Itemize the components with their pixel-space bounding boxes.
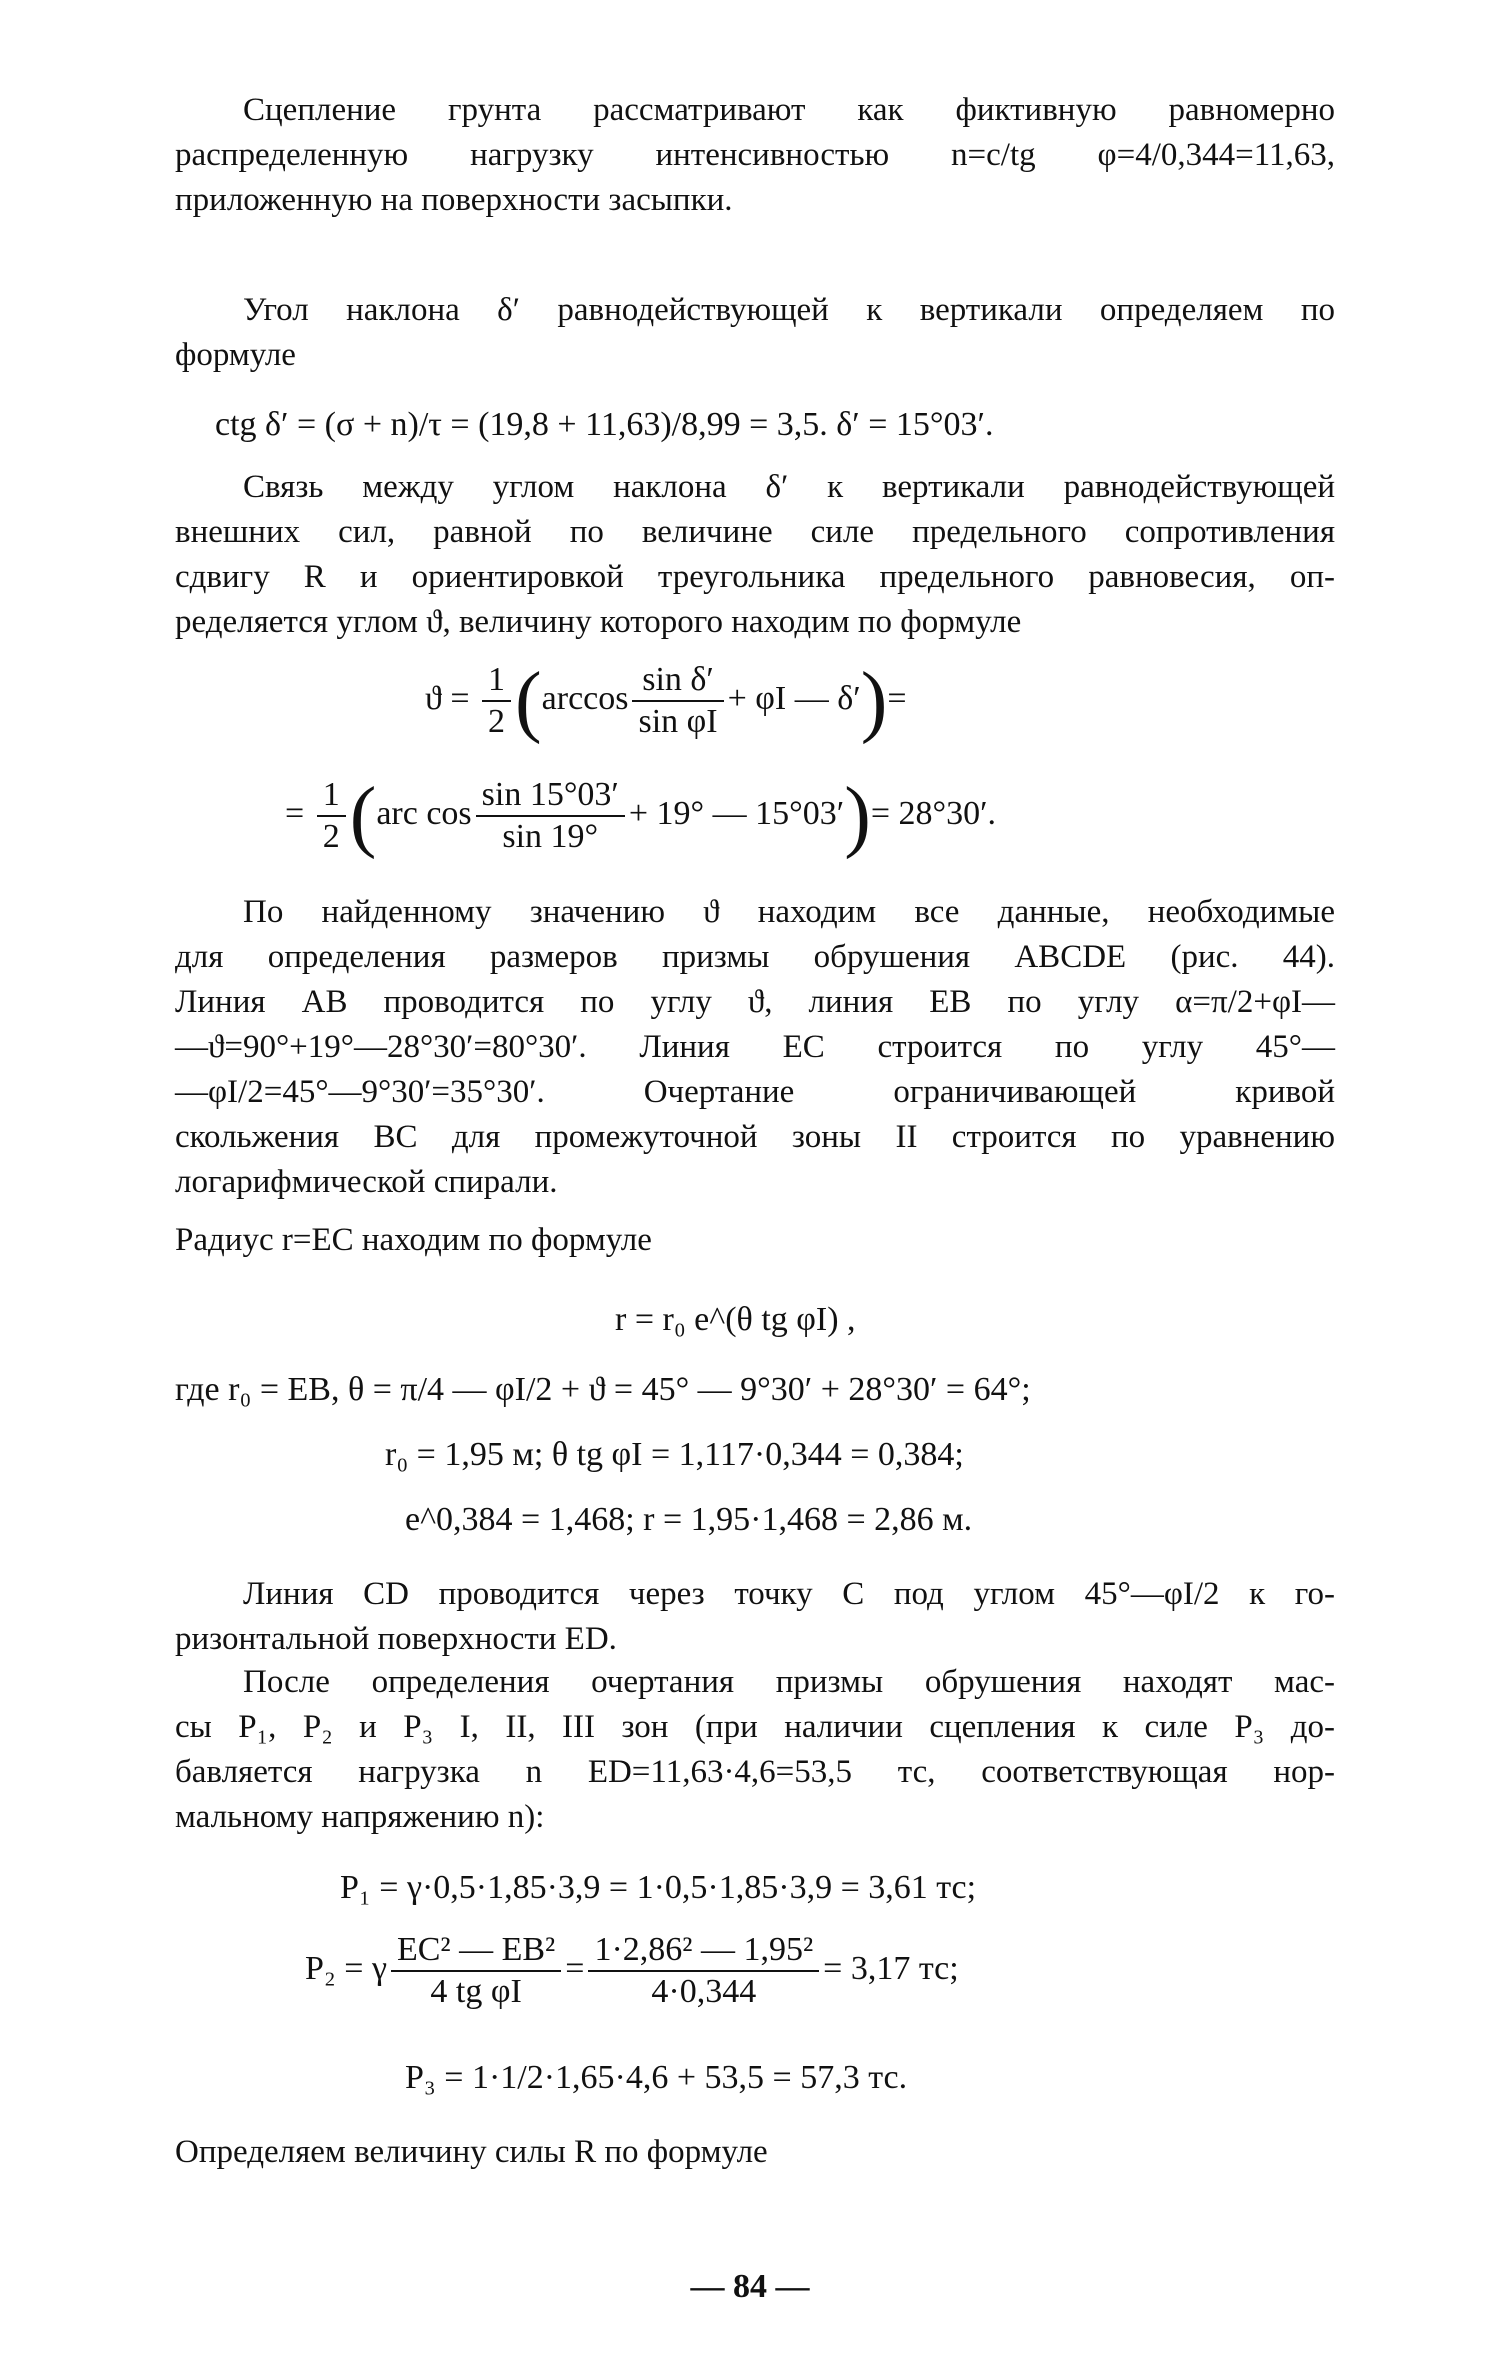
- paragraph-relation: [175, 465, 1335, 645]
- text-line: —ϑ=90°+19°—28°30′=80°30′. Линия EC строится по углу 45°—: [175, 1029, 1335, 1065]
- paragraph-masses: [175, 1660, 1335, 1840]
- text-line: сдвигу R и ориентировкой треугольника предельного равновесия, оп-: [175, 559, 1335, 595]
- equation-where: где r₀ = EB, θ = π/4 — φI/2 + ϑ = 45° — 9°30′ + 28°30′ = 64°;: [175, 1371, 1031, 1408]
- text-line: По найденному значению ϑ находим все данные, необходимые: [243, 894, 1335, 930]
- equation-p3: P₃ = 1·1/2·1,65·4,6 + 53,5 = 57,3 тс.: [405, 2059, 908, 2096]
- paragraph-line-cd: [175, 1572, 1335, 1662]
- equation-r0: r₀ = 1,95 м; θ tg φI = 1,117·0,344 = 0,384;: [385, 1436, 964, 1473]
- equation-r: r = r₀ e^(θ tg φI) ,: [615, 1301, 856, 1338]
- fraction: $\frac{\sin 15^\circ 03'}{\sin 19^\circ}$: [476, 775, 625, 857]
- text-line: логарифмической спирали.: [175, 1164, 558, 1200]
- text-line: Определяем величину силы R по формуле: [175, 2134, 768, 2170]
- text-line: распределенную нагрузку интенсивностью n=c/tg φ=4/0,344=11,63,: [175, 137, 1335, 173]
- paragraph-force-r: [175, 2130, 1335, 2175]
- paragraph-prism: [175, 890, 1335, 1205]
- text-line: сы P₁, P₂ и P₃ I, II, III зон (при наличии сцепления к силе P₃ до-: [175, 1709, 1335, 1745]
- fraction: $\frac{\text{sin δ′}}{\text{sin φI}}$: [632, 660, 723, 742]
- text-line: Угол наклона δ′ равнодействующей к вертикали определяем по: [243, 292, 1335, 328]
- equation-ctg: ctg δ′ = (σ + n)/τ = (19,8 + 11,63)/8,99 = 3,5. δ′ = 15°03′.: [215, 406, 994, 443]
- paragraph-cohesion: [175, 88, 1335, 223]
- text-line: Радиус r=EC находим по формуле: [175, 1222, 652, 1258]
- text-line: Линия AB проводится по углу ϑ, линия EB по углу α=π/2+φI—: [175, 984, 1335, 1020]
- equation-p2: P₂ = γ $\frac{\text{EC² — EB²}}{\text{4 tg φI}}$ = $\frac{\text{1·2,86² — 1,95²}}{4\cdot 0,344}$ = 3,17 тс;: [305, 1931, 959, 2010]
- text-line: приложенную на поверхности засыпки.: [175, 182, 733, 218]
- fraction: $\frac{1}{2}$: [482, 660, 511, 742]
- text-line: Линия CD проводится через точку C под углом 45°—φI/2 к го-: [243, 1576, 1335, 1612]
- text-line: внешних сил, равной по величине силе предельного сопротивления: [175, 514, 1335, 550]
- paragraph-angle: [175, 288, 1335, 378]
- text-line: формуле: [175, 337, 296, 373]
- paragraph-radius: [175, 1218, 1335, 1263]
- text-line: Сцепление грунта рассматривают как фиктивную равномерно: [243, 92, 1335, 128]
- text-line: Связь между углом наклона δ′ к вертикали равнодействующей: [243, 469, 1335, 505]
- fraction: $\frac{\text{1·2,86² — 1,95²}}{4\cdot 0,344}$: [588, 1930, 819, 2012]
- text-line: бавляется нагрузка n ED=11,63·4,6=53,5 тс, соответствующая нор-: [175, 1754, 1335, 1790]
- text-line: ределяется углом ϑ, величину которого находим по формуле: [175, 604, 1022, 640]
- equation-e-power: e^0,384 = 1,468; r = 1,95·1,468 = 2,86 м.: [405, 1501, 973, 1538]
- text-line: —φI/2=45°—9°30′=35°30′. Очертание ограничивающей кривой: [175, 1074, 1335, 1110]
- text-line: для определения размеров призмы обрушения ABCDE (рис. 44).: [175, 939, 1335, 975]
- fraction: $\frac{\text{EC² — EB²}}{\text{4 tg φI}}$: [391, 1930, 561, 2012]
- text-line: скольжения BC для промежуточной зоны II строится по уравнению: [175, 1119, 1335, 1155]
- text-line: мальному напряжению n):: [175, 1799, 545, 1835]
- text-line: После определения очертания призмы обрушения находят мас-: [243, 1664, 1335, 1700]
- page-number: — 84 —: [690, 2268, 810, 2305]
- equation-theta-1: ϑ = $\frac{1}{2}$ (arccos $\frac{\text{sin δ′}}{\text{sin φI}}$ + φI — δ′)=: [425, 657, 907, 745]
- fraction: $\frac{1}{2}$: [317, 775, 346, 857]
- equation-p1: P₁ = γ·0,5·1,85·3,9 = 1·0,5·1,85·3,9 = 3,61 тс;: [340, 1869, 977, 1906]
- equation-theta-2: = $\frac{1}{2}$ (arc cos $\frac{\sin 15^\circ 03'}{\sin 19^\circ}$ + 19° — 15°03′)= 28°30′.: [285, 772, 997, 860]
- text-line: ризонтальной поверхности ED.: [175, 1621, 617, 1657]
